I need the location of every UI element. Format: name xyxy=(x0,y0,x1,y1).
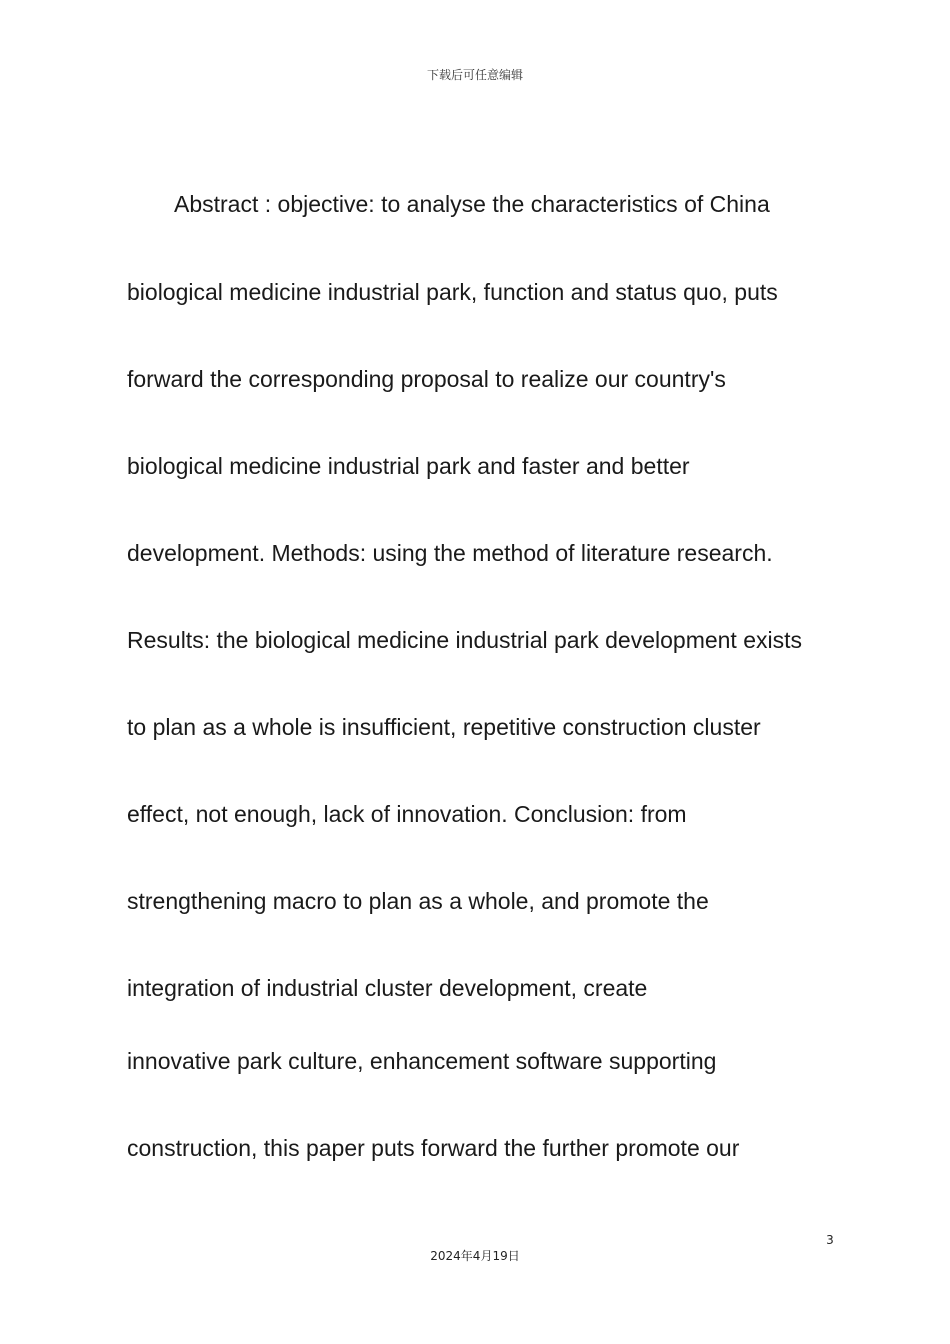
text-line: forward the corresponding proposal to realize our country's xyxy=(127,366,726,392)
text-line: biological medicine industrial park and faster and better xyxy=(127,453,690,479)
page-footer-date: 2024年4月19日 xyxy=(430,1249,520,1263)
text-line: strengthening macro to plan as a whole, and promote the xyxy=(127,888,709,914)
text-line: innovative park culture, enhancement software supporting xyxy=(127,1048,717,1074)
text-line: construction, this paper puts forward the further promote our xyxy=(127,1135,740,1161)
text-line: development. Methods: using the method of literature research. xyxy=(127,540,773,566)
text-line: Abstract : objective: to analyse the characteristics of China xyxy=(174,191,770,217)
page-number: 3 xyxy=(826,1233,834,1247)
text-line: integration of industrial cluster development, create xyxy=(127,975,648,1001)
page-header: 下载后可任意编辑 xyxy=(426,68,523,82)
text-line: to plan as a whole is insufficient, repetitive construction cluster xyxy=(127,714,761,740)
text-line: biological medicine industrial park, function and status quo, puts xyxy=(127,279,778,305)
text-line: Results: the biological medicine industrial park development exists xyxy=(127,627,803,653)
text-line: effect, not enough, lack of innovation. Conclusion: from xyxy=(127,801,687,827)
